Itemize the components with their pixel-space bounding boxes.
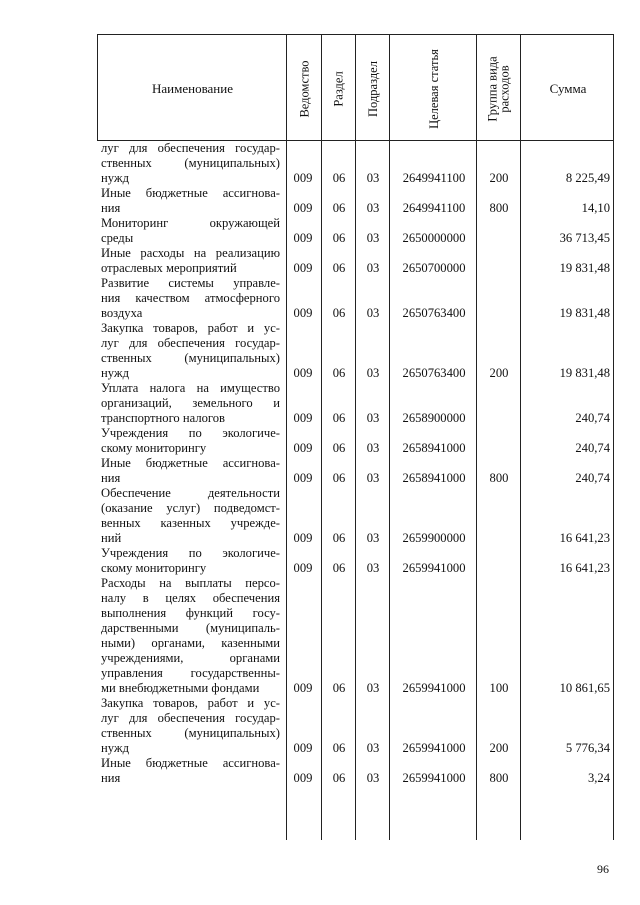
row-podrazdel: 03 (366, 471, 380, 485)
row-podrazdel: 03 (366, 681, 380, 695)
row-name (97, 486, 280, 546)
row-celevaya: 2659941000 (402, 561, 466, 575)
row-razdel: 06 (332, 441, 346, 455)
row-celevaya: 2659941000 (402, 681, 466, 695)
row-razdel: 06 (332, 471, 346, 485)
row-name-line: ния (101, 771, 121, 785)
header-summa: Сумма (549, 80, 587, 96)
row-summa: 36 713,45 (559, 231, 610, 245)
row-summa: 14,10 (581, 201, 610, 215)
row-gruppa: 800 (489, 771, 509, 785)
row-celevaya: 2649941100 (402, 201, 466, 215)
row-ved: 009 (293, 741, 313, 755)
row-razdel: 06 (332, 411, 346, 425)
row-celevaya: 2659941000 (402, 771, 466, 785)
row-celevaya: 2659941000 (402, 741, 466, 755)
row-name-line: ственных (муниципальных) (101, 156, 280, 170)
table-row (97, 381, 614, 426)
table-row (97, 696, 614, 756)
row-ved: 009 (293, 531, 313, 545)
row-name-line: луг для обеспечения государ- (101, 336, 280, 350)
row-ved: 009 (293, 201, 313, 215)
table-row (97, 141, 614, 186)
row-name (97, 696, 280, 756)
header-ved-cell (287, 35, 322, 142)
row-podrazdel: 03 (366, 306, 380, 320)
row-celevaya: 2650763400 (402, 306, 466, 320)
row-name-line: налу в целях обеспечения (101, 591, 280, 605)
row-summa: 16 641,23 (559, 531, 610, 545)
row-name-line: управления государственны- (101, 666, 280, 680)
row-name-line: (оказание услуг) подведомст- (101, 501, 280, 515)
header-ved: Ведомство (297, 59, 312, 118)
table-row (97, 246, 614, 276)
row-ved: 009 (293, 306, 313, 320)
row-ved: 009 (293, 561, 313, 575)
row-gruppa (480, 231, 518, 246)
row-summa: 16 641,23 (559, 561, 610, 575)
row-name-line: учреждениями, органами (101, 651, 280, 665)
row-gruppa (480, 441, 518, 456)
row-razdel: 06 (332, 201, 346, 215)
table-row (97, 321, 614, 381)
row-name (97, 276, 280, 321)
table-row (97, 756, 614, 786)
row-name-line: Учреждения по экологиче- (101, 546, 280, 560)
row-podrazdel: 03 (366, 741, 380, 755)
row-name (97, 426, 280, 456)
row-name (97, 216, 280, 246)
header-celevaya: Целевая статья (426, 48, 441, 129)
row-razdel: 06 (332, 171, 346, 185)
row-ved: 009 (293, 261, 313, 275)
table-body (97, 141, 614, 786)
row-celevaya: 2658941000 (402, 471, 466, 485)
row-name-line: ния качеством атмосферного (101, 291, 280, 305)
row-gruppa: 800 (489, 201, 509, 215)
row-name-line: ний (101, 531, 122, 545)
header-gruppa (487, 56, 511, 121)
table-row (97, 216, 614, 246)
row-razdel: 06 (332, 741, 346, 755)
row-summa: 240,74 (575, 411, 610, 425)
row-summa: 5 776,34 (565, 741, 610, 755)
header-name: Наименование (152, 80, 233, 96)
row-ved: 009 (293, 171, 313, 185)
row-gruppa (480, 561, 518, 576)
row-name-line: выполнения функций госу- (101, 606, 280, 620)
table-row (97, 576, 614, 696)
row-name-line: Развитие системы управле- (101, 276, 280, 290)
row-name-line: дарственными (муниципаль- (101, 621, 280, 635)
row-podrazdel: 03 (366, 201, 380, 215)
row-name-line: ными) органами, казенными (101, 636, 280, 650)
row-celevaya: 2658900000 (402, 411, 466, 425)
row-celevaya: 2650763400 (402, 366, 466, 380)
row-razdel: 06 (332, 306, 346, 320)
header-gruppa-cell (477, 35, 521, 142)
row-ved: 009 (293, 771, 313, 785)
header-summa-cell (521, 35, 615, 142)
row-name (97, 246, 280, 276)
row-gruppa (480, 306, 518, 321)
row-name-line: ственных (муниципальных) (101, 726, 280, 740)
row-podrazdel: 03 (366, 771, 380, 785)
row-name-line: организаций, земельного и (101, 396, 280, 410)
header-podrazdel-cell (356, 35, 390, 142)
row-name-line: Уплата налога на имущество (101, 381, 280, 395)
row-name-line: ственных (муниципальных) (101, 351, 280, 365)
row-razdel: 06 (332, 771, 346, 785)
row-podrazdel: 03 (366, 231, 380, 245)
row-name (97, 456, 280, 486)
row-summa: 10 861,65 (559, 681, 610, 695)
row-summa: 19 831,48 (559, 366, 610, 380)
row-name-line: воздуха (101, 306, 143, 320)
row-gruppa (480, 531, 518, 546)
row-razdel: 06 (332, 261, 346, 275)
budget-table (97, 34, 614, 840)
table-row (97, 276, 614, 321)
header-celevaya-cell (390, 35, 477, 142)
row-name-line: Иные бюджетные ассигнова- (101, 456, 280, 470)
row-name-line: луг для обеспечения государ- (101, 141, 280, 155)
row-name (97, 381, 280, 426)
row-name-line: Обеспечение деятельности (101, 486, 280, 500)
row-summa: 240,74 (575, 441, 610, 455)
header-podrazdel: Подраздел (366, 60, 380, 117)
row-name-line: ми внебюджетными фондами (101, 681, 260, 695)
row-podrazdel: 03 (366, 261, 380, 275)
row-name-line: Закупка товаров, работ и ус- (101, 321, 280, 335)
row-gruppa (480, 411, 518, 426)
row-gruppa: 200 (489, 366, 509, 380)
row-name-line: ния (101, 201, 121, 215)
row-gruppa: 100 (489, 681, 509, 695)
table-row (97, 456, 614, 486)
row-name (97, 756, 280, 786)
table-row (97, 426, 614, 456)
row-name (97, 321, 280, 381)
row-razdel: 06 (332, 681, 346, 695)
table-row (97, 486, 614, 546)
header-gruppa-line1: Группа вида (486, 55, 501, 122)
row-name-line: Иные бюджетные ассигнова- (101, 186, 280, 200)
row-celevaya: 2650700000 (402, 261, 466, 275)
row-gruppa: 200 (489, 741, 509, 755)
row-celevaya: 2650000000 (402, 231, 466, 245)
row-summa: 19 831,48 (559, 261, 610, 275)
page-number: 96 (597, 862, 609, 876)
row-name-line: Расходы на выплаты персо- (101, 576, 280, 590)
row-name (97, 186, 280, 216)
row-summa: 19 831,48 (559, 306, 610, 320)
table-row (97, 546, 614, 576)
row-gruppa: 800 (489, 471, 509, 485)
row-ved: 009 (293, 441, 313, 455)
row-name-line: нужд (101, 366, 129, 380)
row-podrazdel: 03 (366, 411, 380, 425)
row-ved: 009 (293, 411, 313, 425)
row-podrazdel: 03 (366, 441, 380, 455)
row-summa: 3,24 (587, 771, 610, 785)
row-name-line: Закупка товаров, работ и ус- (101, 696, 280, 710)
row-ved: 009 (293, 681, 313, 695)
row-name-line: Мониторинг окружающей (101, 216, 280, 230)
row-name-line: транспортного налогов (101, 411, 225, 425)
row-name (97, 546, 280, 576)
row-name-line: ния (101, 471, 121, 485)
table-row (97, 186, 614, 216)
row-name-line: отраслевых мероприятий (101, 261, 237, 275)
row-razdel: 06 (332, 561, 346, 575)
row-celevaya: 2658941000 (402, 441, 466, 455)
row-name-line: луг для обеспечения государ- (101, 711, 280, 725)
row-name-line: скому мониторингу (101, 561, 207, 575)
row-name-line: скому мониторингу (101, 441, 207, 455)
row-razdel: 06 (332, 231, 346, 245)
row-ved: 009 (293, 471, 313, 485)
row-summa: 240,74 (575, 471, 610, 485)
row-name (97, 141, 280, 186)
header-razdel: Раздел (332, 70, 347, 107)
row-celevaya: 2649941100 (402, 171, 466, 185)
row-podrazdel: 03 (366, 531, 380, 545)
row-podrazdel: 03 (366, 561, 380, 575)
row-ved: 009 (293, 231, 313, 245)
row-gruppa (480, 261, 518, 276)
row-razdel: 06 (332, 531, 346, 545)
row-name-line: Иные бюджетные ассигнова- (101, 756, 280, 770)
row-name (97, 576, 280, 696)
row-celevaya: 2659900000 (402, 531, 466, 545)
row-name-line: венных казенных учрежде- (101, 516, 280, 530)
row-name-line: нужд (101, 741, 129, 755)
header-gruppa-line2: расходов (498, 64, 513, 113)
row-name-line: среды (101, 231, 134, 245)
row-razdel: 06 (332, 366, 346, 380)
header-razdel-cell (322, 35, 356, 142)
header-name-cell (98, 35, 287, 142)
row-name-line: нужд (101, 171, 129, 185)
row-summa: 8 225,49 (565, 171, 610, 185)
row-name-line: Иные расходы на реализацию (101, 246, 280, 260)
row-podrazdel: 03 (366, 366, 380, 380)
row-ved: 009 (293, 366, 313, 380)
row-podrazdel: 03 (366, 171, 380, 185)
row-gruppa: 200 (489, 171, 509, 185)
row-name-line: Учреждения по экологиче- (101, 426, 280, 440)
